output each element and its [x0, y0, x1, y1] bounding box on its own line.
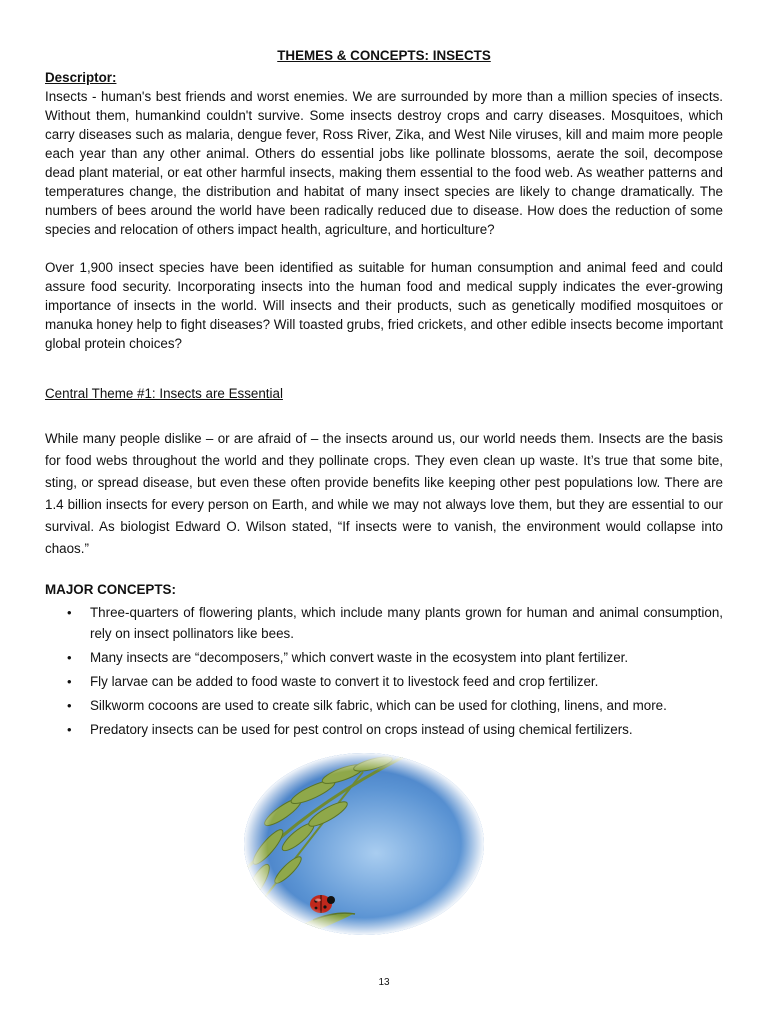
list-item: [45, 695, 723, 716]
descriptor-paragraph-1: Insects - human's best friends and worst enemies. We are surrounded by more than a million species of insects. Without them, humankind couldn't survive. Some insects destroy crops and carry diseases. Mosquitoes, which carry diseases such as malaria, dengue fever, Ross River, Zika, and West Nile viruses, kill and maim more people each year than any other animal. Others do essential jobs like pollinate blossoms, aerate the soil, decompose dead plant material, or eat other harmful insects, making them essential to the food web. As weather patterns and temperatures change, the distribution and habitat of many insect species are likely to change dramatically. The numbers of bees around the world have been radically reduced due to disease. How does the reduction of some species and relocation of others impact health, agriculture, and horticulture?: [45, 89, 723, 237]
ladybug-photo: [243, 752, 485, 936]
spacer: [45, 403, 723, 428]
ladybug-illustration: [243, 752, 485, 936]
spacer: [45, 560, 723, 580]
bullet-icon: •: [67, 674, 72, 689]
bullet-icon: •: [67, 605, 72, 620]
list-item: [45, 719, 723, 740]
page-number: 13: [378, 977, 390, 988]
list-item-text: Predatory insects can be used for pest control on crops instead of using chemical fertilizers.: [90, 722, 633, 737]
list-item: [45, 647, 723, 668]
spacer: [45, 372, 723, 384]
page-title: THEMES & CONCEPTS: INSECTS: [277, 48, 491, 63]
major-concepts-heading: MAJOR CONCEPTS:: [45, 582, 176, 597]
document-page: [45, 46, 723, 743]
bullet-icon: •: [67, 722, 72, 737]
major-concepts-list: [45, 602, 723, 740]
list-item-text: Silkworm cocoons are used to create silk fabric, which can be used for clothing, linens, and more.: [90, 698, 667, 713]
list-item: [45, 671, 723, 692]
bullet-icon: •: [67, 650, 72, 665]
list-item-text: Fly larvae can be added to food waste to convert it to livestock feed and crop fertilizer.: [90, 674, 599, 689]
list-item-text: Many insects are “decomposers,” which convert waste in the ecosystem into plant fertilizer.: [90, 650, 629, 665]
spacer: [45, 239, 723, 258]
spacer: [45, 353, 723, 372]
central-theme-paragraph: While many people dislike – or are afraid of – the insects around us, our world needs them. Insects are the basis for food webs throughout the world and they pollinate crops. They even clean up waste. It’s true that some bite, sting, or spread disease, but even these often provide benefits like keeping other pest populations low. There are 1.4 billion insects for every person on Earth, and while we may not always love them, but they are essential to our survival. As biologist Edward O. Wilson stated, “If insects were to vanish, the environment would collapse into chaos.”: [45, 431, 723, 556]
central-theme-heading: Central Theme #1: Insects are Essential: [45, 386, 283, 401]
descriptor-heading: Descriptor:: [45, 70, 117, 85]
list-item: [45, 602, 723, 644]
list-item-text: Three-quarters of flowering plants, which include many plants grown for human and animal consumption, rely on insect pollinators like bees.: [90, 605, 723, 641]
bullet-icon: •: [67, 698, 72, 713]
descriptor-paragraph-2: Over 1,900 insect species have been identified as suitable for human consumption and animal feed and could assure food security. Incorporating insects into the human food and medical supply indicates the ever-growing importance of insects in the world. Will insects and their products, such as genetically modified mosquitoes or manuka honey help to fight diseases? Will toasted grubs, fried crickets, and other edible insects become important global protein choices?: [45, 260, 723, 351]
